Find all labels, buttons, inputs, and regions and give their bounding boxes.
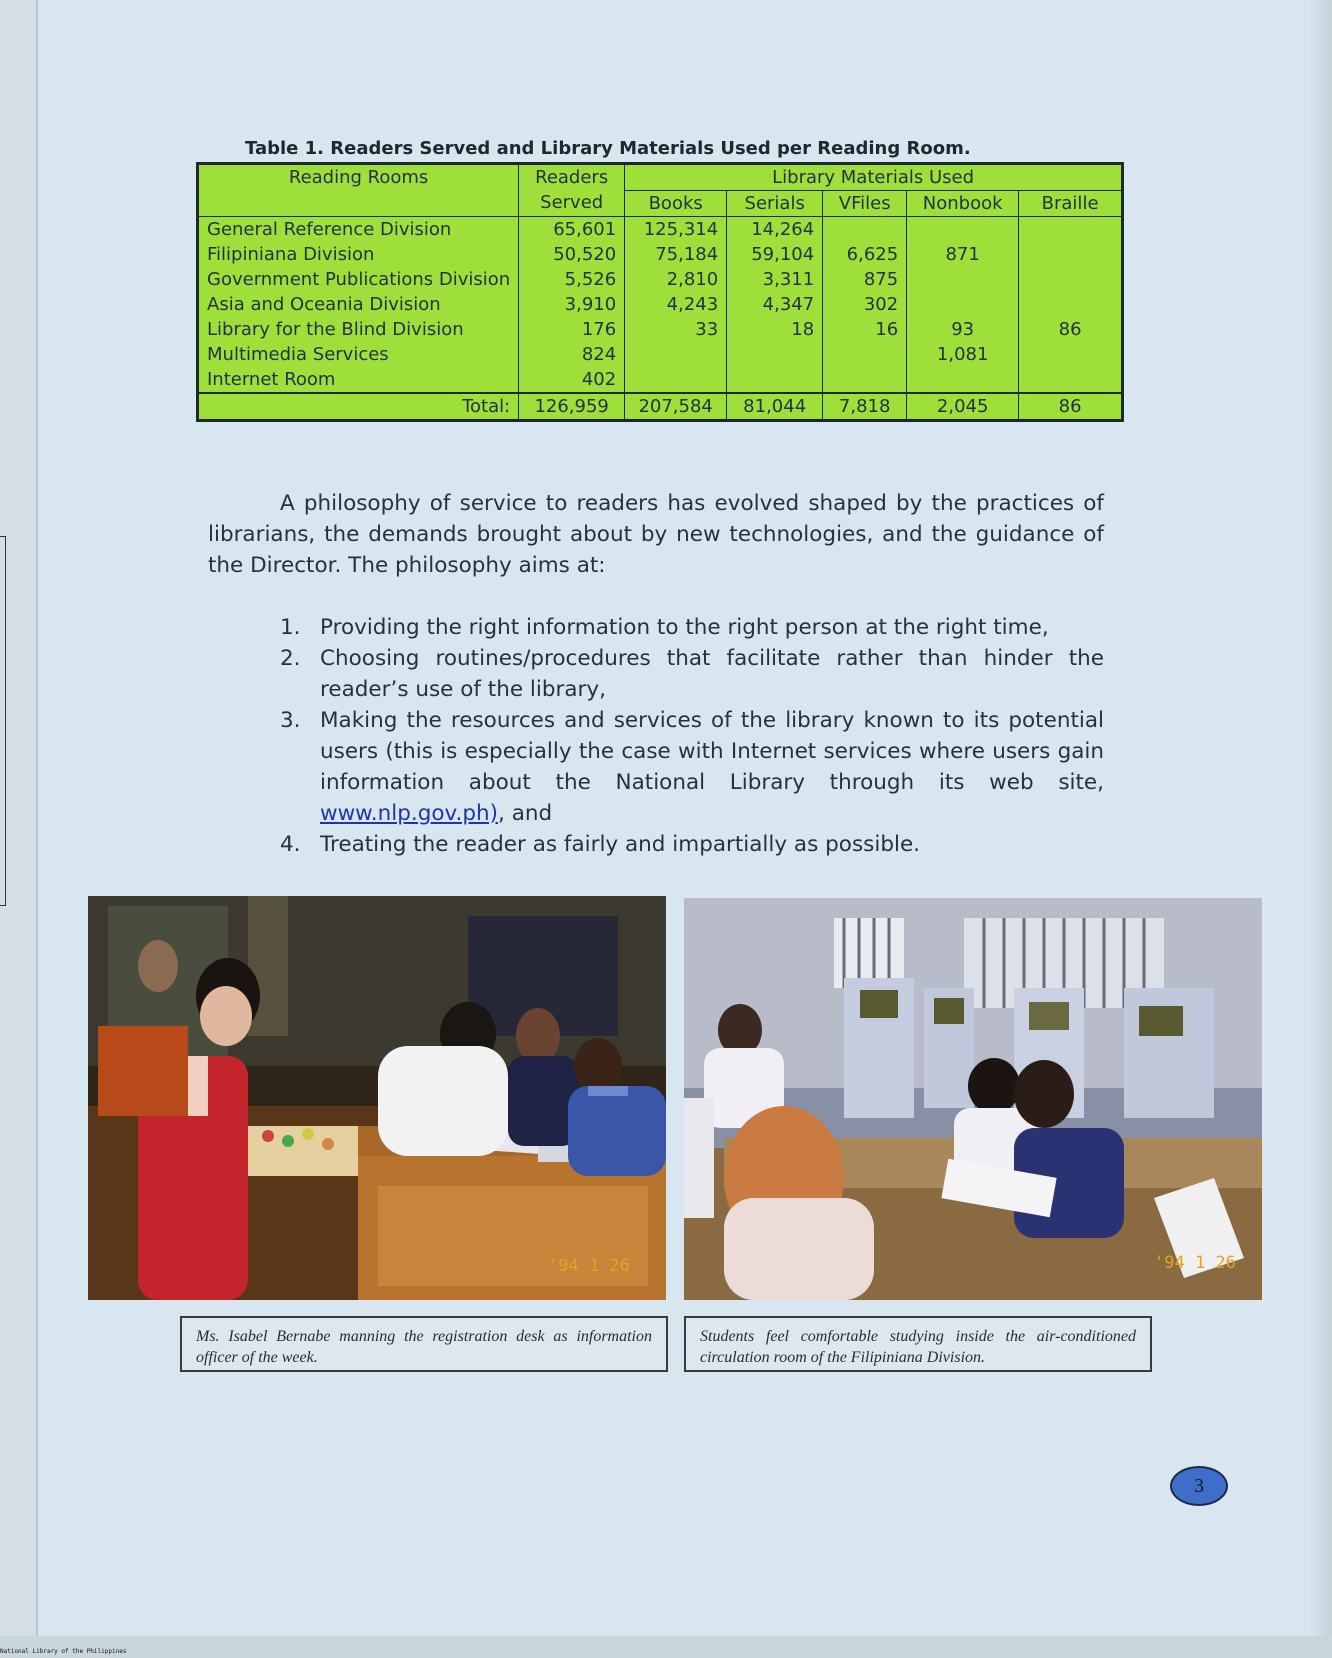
books-value: 33: [625, 317, 727, 342]
nonbook-value: [907, 217, 1019, 243]
books-value: 75,184: [625, 242, 727, 267]
serials-value: 59,104: [727, 242, 823, 267]
books-value: 4,243: [625, 292, 727, 317]
header-library-materials: Library Materials Used: [625, 164, 1123, 191]
list-number: 4.: [280, 832, 301, 857]
registration-desk-illustration: [88, 896, 666, 1300]
right-page-edge: [1308, 0, 1332, 1636]
room-name: Asia and Oceania Division: [198, 292, 519, 317]
nonbook-value: 1,081: [907, 342, 1019, 367]
left-photo-caption: Ms. Isabel Bernabe manning the registration desk as information officer of the week.: [180, 1316, 668, 1372]
total-label: Total:: [198, 393, 519, 421]
table-row: [198, 317, 1123, 342]
braille-value: [1019, 217, 1123, 243]
braille-value: [1019, 342, 1123, 367]
total-braille: 86: [1019, 393, 1123, 421]
intro-paragraph: A philosophy of service to readers has evolved shaped by the practices of librarians, the demands brought about by new technologies, and the guidance of the Director. The philosophy aims at:: [208, 491, 1104, 578]
header-readers-line1: Readers: [535, 167, 609, 188]
vfiles-value: [823, 217, 907, 243]
nonbook-value: [907, 367, 1019, 393]
list-text: Providing the right information to the right person at the right time,: [320, 615, 1049, 640]
list-text-after: , and: [498, 801, 553, 826]
serials-value: 3,311: [727, 267, 823, 292]
header-braille: Braille: [1019, 191, 1123, 217]
header-readers-line2: Served: [540, 192, 604, 213]
header-readers-served: [519, 164, 625, 217]
list-text-wrap: [320, 705, 1104, 829]
serials-value: 18: [727, 317, 823, 342]
room-name: Library for the Blind Division: [198, 317, 519, 342]
footer-credit: National Library of the Philippines: [0, 1648, 127, 1655]
list-number: 2.: [280, 646, 301, 671]
total-serials: 81,044: [727, 393, 823, 421]
left-page-frame: [0, 536, 6, 906]
list-number: 3.: [280, 708, 301, 733]
total-nonbook: 2,045: [907, 393, 1019, 421]
readers-value: 3,910: [519, 292, 625, 317]
list-item: [280, 829, 1104, 860]
header-serials: Serials: [727, 191, 823, 217]
vfiles-value: 875: [823, 267, 907, 292]
books-value: 125,314: [625, 217, 727, 243]
list-text: Treating the reader as fairly and impartially as possible.: [320, 832, 921, 857]
braille-value: [1019, 292, 1123, 317]
vfiles-value: [823, 342, 907, 367]
header-nonbook: Nonbook: [907, 191, 1019, 217]
readers-value: 50,520: [519, 242, 625, 267]
readers-value: 402: [519, 367, 625, 393]
nonbook-value: [907, 292, 1019, 317]
header-reading-rooms: Reading Rooms: [198, 164, 519, 217]
nonbook-value: [907, 267, 1019, 292]
circulation-room-photo: [684, 898, 1262, 1300]
serials-value: [727, 367, 823, 393]
photo-date-stamp: '94 1 26: [1154, 1253, 1236, 1273]
left-page-edge: [0, 0, 36, 1636]
table-row: [198, 242, 1123, 267]
readers-served-table: [196, 162, 1124, 422]
circulation-room-illustration: [684, 898, 1262, 1300]
total-vfiles: 7,818: [823, 393, 907, 421]
website-link[interactable]: www.nlp.gov.ph): [320, 801, 499, 826]
room-name: Internet Room: [198, 367, 519, 393]
vfiles-value: 6,625: [823, 242, 907, 267]
nonbook-value: 871: [907, 242, 1019, 267]
readers-value: 176: [519, 317, 625, 342]
serials-value: 14,264: [727, 217, 823, 243]
braille-value: 86: [1019, 317, 1123, 342]
table-row: [198, 367, 1123, 393]
photo-date-stamp: '94 1 26: [548, 1256, 630, 1276]
registration-desk-photo: [88, 896, 666, 1300]
table-row: [198, 342, 1123, 367]
list-item: [280, 612, 1104, 643]
books-value: [625, 342, 727, 367]
list-text: Choosing routines/procedures that facilitate rather than hinder the reader’s use of the library,: [320, 646, 1104, 702]
list-text: Making the resources and services of the library known to its potential users (this is especially the case with Internet services where users gain information about the National Library through its web site,: [320, 708, 1104, 795]
readers-value: 65,601: [519, 217, 625, 243]
list-item: [280, 643, 1104, 705]
braille-value: [1019, 242, 1123, 267]
table-row: [198, 292, 1123, 317]
braille-value: [1019, 367, 1123, 393]
room-name: Filipiniana Division: [198, 242, 519, 267]
readers-value: 824: [519, 342, 625, 367]
total-books: 207,584: [625, 393, 727, 421]
aims-list: [280, 612, 1104, 860]
room-name: Government Publications Division: [198, 267, 519, 292]
vfiles-value: 16: [823, 317, 907, 342]
readers-value: 5,526: [519, 267, 625, 292]
table-row: [198, 267, 1123, 292]
header-vfiles: VFiles: [823, 191, 907, 217]
list-item: [280, 705, 1104, 829]
books-value: 2,810: [625, 267, 727, 292]
room-name: Multimedia Services: [198, 342, 519, 367]
serials-value: 4,347: [727, 292, 823, 317]
vfiles-value: 302: [823, 292, 907, 317]
header-books: Books: [625, 191, 727, 217]
braille-value: [1019, 267, 1123, 292]
table-row: [198, 217, 1123, 243]
room-name: General Reference Division: [198, 217, 519, 243]
page-number-badge: 3: [1170, 1466, 1228, 1506]
table-caption: Table 1. Readers Served and Library Materials Used per Reading Room.: [245, 138, 971, 159]
vfiles-value: [823, 367, 907, 393]
total-row: [198, 393, 1123, 421]
right-photo-caption: Students feel comfortable studying inside the air-conditioned circulation room of the Filipiniana Division.: [684, 1316, 1152, 1372]
list-number: 1.: [280, 615, 301, 640]
books-value: [625, 367, 727, 393]
total-readers: 126,959: [519, 393, 625, 421]
nonbook-value: 93: [907, 317, 1019, 342]
serials-value: [727, 342, 823, 367]
